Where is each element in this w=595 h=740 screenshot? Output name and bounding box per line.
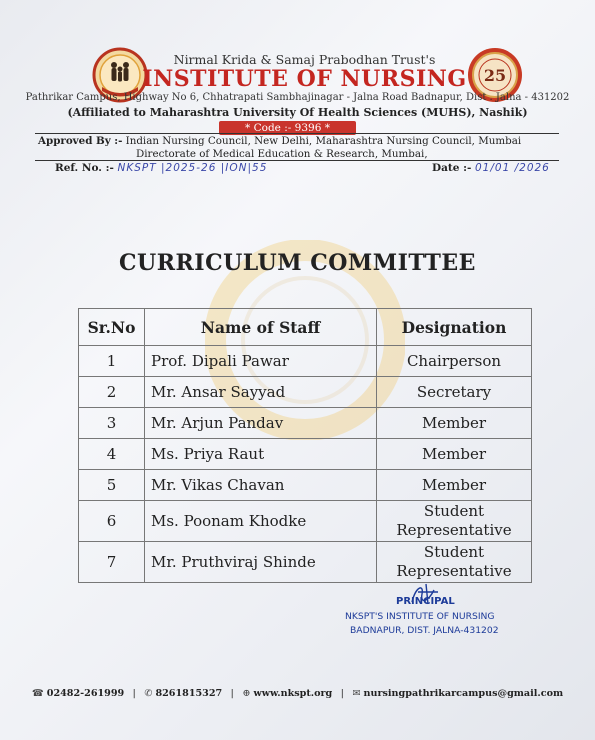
approved-line-2: Directorate of Medical Education & Research, Mumbai,: [136, 147, 428, 160]
affiliation-line: (Affiliated to Maharashtra University Of Health Sciences (MUHS), Nashik): [67, 106, 528, 119]
sr-cell: 4: [79, 439, 145, 470]
name-cell: Ms. Poonam Khodke: [145, 501, 377, 542]
table-row: [79, 542, 532, 583]
contact-footer: [0, 688, 595, 699]
mobile-number: 8261815327: [155, 688, 223, 699]
designation-line-2: Representative: [396, 562, 512, 580]
sr-cell: 6: [79, 501, 145, 542]
badge-number: 25: [483, 66, 507, 85]
header-divider: [35, 133, 559, 134]
col-header-sr: Sr.No: [79, 309, 145, 346]
phone-icon: ☎: [31, 688, 44, 699]
table-header-row: [79, 309, 532, 346]
sr-cell: 7: [79, 542, 145, 583]
name-cell: Mr. Ansar Sayyad: [145, 377, 377, 408]
col-header-name: Name of Staff: [145, 309, 377, 346]
sr-cell: 5: [79, 470, 145, 501]
mail-icon: ✉: [352, 688, 361, 699]
ref-label: Ref. No. :-: [55, 162, 114, 174]
separator: |: [132, 688, 137, 699]
table-row: [79, 501, 532, 542]
designation-cell: [377, 501, 532, 542]
reference-number: [55, 162, 267, 174]
table-row: [79, 408, 532, 439]
approval-divider: [35, 160, 559, 161]
approval-block: [38, 135, 558, 160]
table-row: [79, 439, 532, 470]
ref-value: NKSPT |2025-26 |ION|55: [117, 162, 268, 174]
separator: |: [340, 688, 345, 699]
table-row: [79, 470, 532, 501]
designation-cell: Member: [377, 470, 532, 501]
table-row: [79, 377, 532, 408]
stamp-line-1: NKSPT'S INSTITUTE OF NURSING: [345, 611, 495, 622]
phone-number: 02482-261999: [46, 688, 125, 699]
sr-cell: 1: [79, 346, 145, 377]
approved-label: Approved By :-: [38, 135, 123, 147]
code-badge: * Code :- 9396 *: [219, 121, 356, 135]
trust-name: Nirmal Krida & Samaj Prabodhan Trust's: [173, 52, 436, 67]
table-row: [79, 346, 532, 377]
designation-cell: Member: [377, 439, 532, 470]
designation-cell: Secretary: [377, 377, 532, 408]
name-cell: Mr. Vikas Chavan: [145, 470, 377, 501]
committee-table: [78, 308, 532, 583]
name-cell: Mr. Arjun Pandav: [145, 408, 377, 439]
designation-line-1: Student: [423, 543, 485, 561]
approved-line-1: Indian Nursing Council, New Delhi, Maharashtra Nursing Council, Mumbai: [125, 135, 522, 147]
stamp-title: PRINCIPAL: [396, 596, 455, 607]
sr-cell: 2: [79, 377, 145, 408]
institute-name: INSTITUTE OF NURSING: [142, 66, 467, 92]
name-cell: Ms. Priya Raut: [145, 439, 377, 470]
address-line: Pathrikar Campus, Highway No 6, Chhatrapati Sambhajinagar - Jalna Road Badnapur, Dist . Jalna - 431202: [25, 92, 570, 103]
letter-date: [432, 162, 550, 174]
mobile-icon: ✆: [144, 688, 153, 699]
sr-cell: 3: [79, 408, 145, 439]
date-value: 01/01 /2026: [475, 162, 550, 174]
designation-line-2: Representative: [396, 521, 512, 539]
separator: |: [230, 688, 235, 699]
designation-cell: Member: [377, 408, 532, 439]
stamp-line-2: BADNAPUR, DIST. JALNA-431202: [350, 625, 499, 636]
date-label: Date :-: [432, 162, 472, 174]
col-header-designation: Designation: [377, 309, 532, 346]
page-title: CURRICULUM COMMITTEE: [119, 250, 476, 276]
website-link[interactable]: www.nkspt.org: [253, 688, 333, 699]
email-link[interactable]: nursingpathrikarcampus@gmail.com: [363, 688, 564, 699]
name-cell: Mr. Pruthviraj Shinde: [145, 542, 377, 583]
name-cell: Prof. Dipali Pawar: [145, 346, 377, 377]
designation-cell: [377, 542, 532, 583]
designation-cell: Chairperson: [377, 346, 532, 377]
designation-line-1: Student: [423, 502, 485, 520]
globe-icon: ⊕: [242, 688, 251, 699]
